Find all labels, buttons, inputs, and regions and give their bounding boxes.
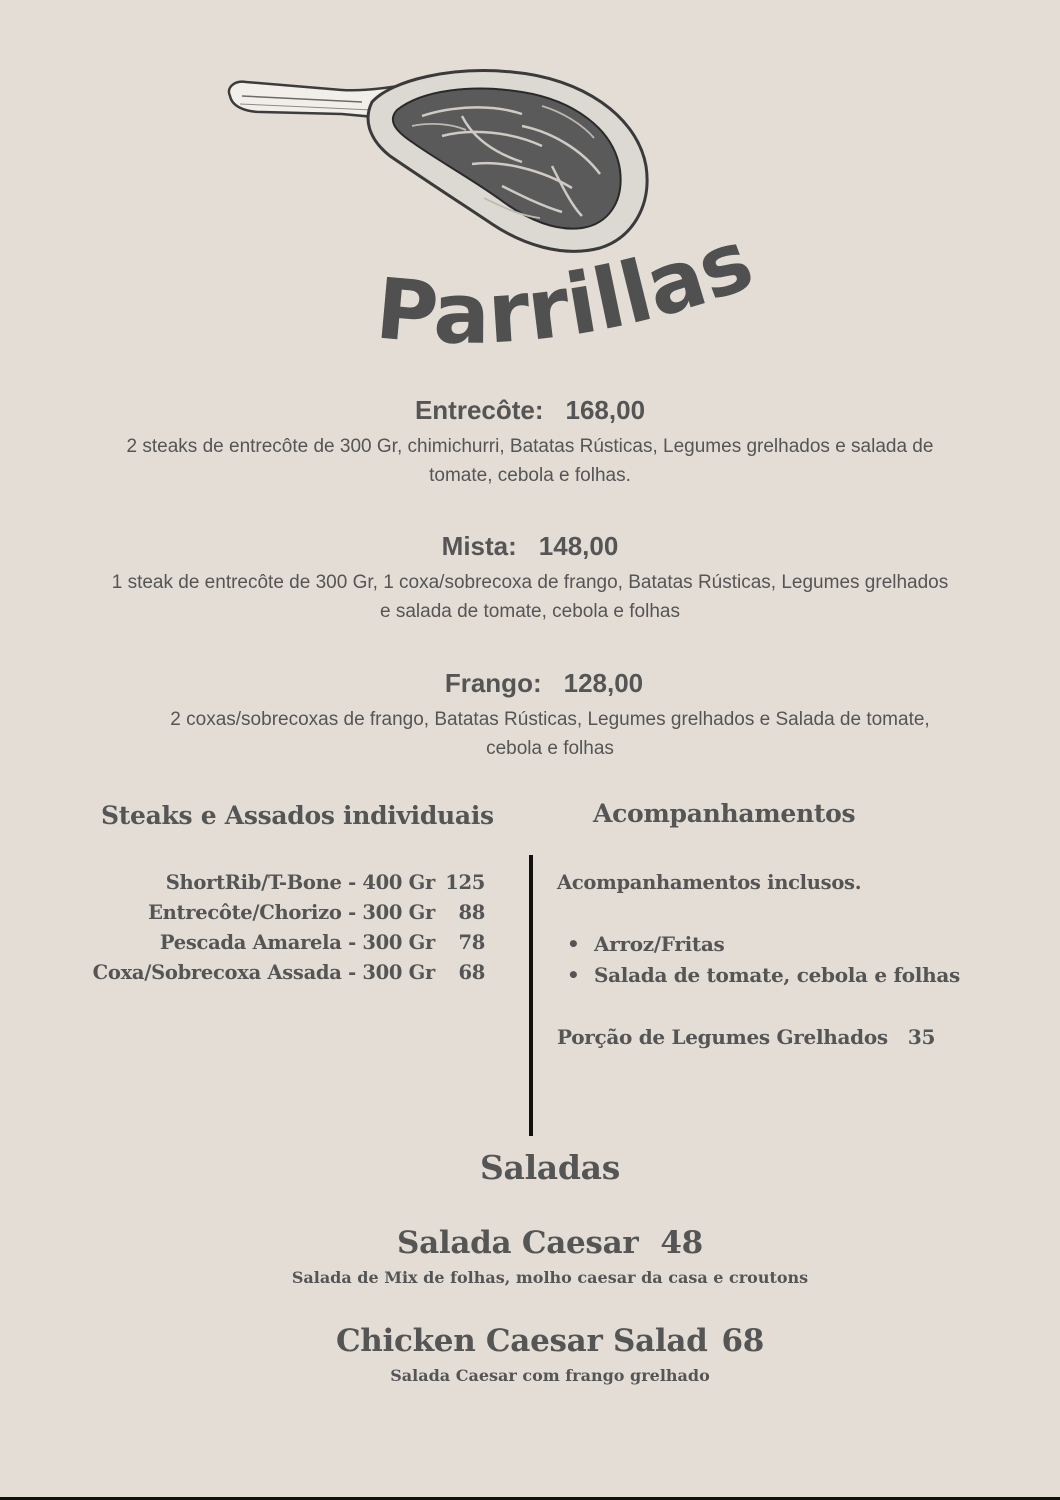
item-name: Mista: xyxy=(441,531,517,561)
saladas-heading-wrap xyxy=(0,1148,1060,1187)
steak-price: 125 xyxy=(445,871,485,894)
acompanhamentos-heading: Acompanhamentos xyxy=(593,799,856,828)
list-item xyxy=(60,928,485,958)
steaks-list xyxy=(60,868,485,988)
salad-price: 68 xyxy=(721,1323,765,1359)
acompanhamentos-block xyxy=(557,868,997,1052)
steak-price: 68 xyxy=(458,961,485,984)
item-name: Frango: xyxy=(444,668,542,698)
steaks-heading: Steaks e Assados individuais xyxy=(101,801,494,830)
svg-text:Parrillas: Parrillas xyxy=(372,220,765,363)
steak-name: Entrecôte/Chorizo - 300 Gr xyxy=(148,901,435,924)
steak-price: 88 xyxy=(458,901,485,924)
item-price: 148,00 xyxy=(538,531,619,561)
list-item: • Arroz/Fritas xyxy=(557,929,997,960)
item-price: 128,00 xyxy=(563,668,644,698)
list-item xyxy=(60,868,485,898)
list-item xyxy=(60,898,485,928)
page-title xyxy=(320,220,820,370)
salad-description: Salada de Mix de folhas, molho caesar da casa e croutons xyxy=(291,1268,809,1287)
acompanhamentos-intro: Acompanhamentos inclusos. xyxy=(557,871,862,894)
list-item: • Salada de tomate, cebola e folhas xyxy=(557,960,997,991)
steak-name: Pescada Amarela - 300 Gr xyxy=(159,931,435,954)
list-item xyxy=(60,958,485,988)
item-description: 2 coxas/sobrecoxas de frango, Batatas Rústicas, Legumes grelhados e Salada de tomate, cebola e folhas xyxy=(170,709,930,759)
saladas-heading: Saladas xyxy=(479,1148,621,1187)
salad-name: Chicken Caesar Salad xyxy=(335,1323,708,1359)
item-name: Entrecôte: xyxy=(414,395,544,425)
acompanhamentos-list xyxy=(557,929,997,991)
item-description: 1 steak de entrecôte de 300 Gr, 1 coxa/sobrecoxa de frango, Batatas Rústicas, Legumes grelhados e salada de tomate, cebola e folhas xyxy=(111,572,949,622)
steak-name: ShortRib/T-Bone - 400 Gr xyxy=(165,871,435,894)
salad-item-chicken-caesar xyxy=(0,1323,1060,1385)
parrilla-item-mista xyxy=(0,531,1060,626)
salad-item-caesar xyxy=(0,1225,1060,1287)
salad-name: Salada Caesar xyxy=(397,1225,639,1261)
column-divider xyxy=(529,855,533,1136)
steak-name: Coxa/Sobrecoxa Assada - 300 Gr xyxy=(92,961,435,984)
parrilla-item-frango xyxy=(0,668,1060,763)
item-description: 2 steaks de entrecôte de 300 Gr, chimichurri, Batatas Rústicas, Legumes grelhados e salada de tomate, cebola e folhas. xyxy=(126,436,934,486)
parrilla-item-entrecote xyxy=(0,395,1060,490)
acompanhamentos-extra: Porção de Legumes Grelhados 35 xyxy=(557,1025,936,1049)
item-price: 168,00 xyxy=(565,395,646,425)
salad-description: Salada Caesar com frango grelhado xyxy=(390,1366,710,1385)
salad-price: 48 xyxy=(660,1225,703,1261)
steak-price: 78 xyxy=(458,931,485,954)
